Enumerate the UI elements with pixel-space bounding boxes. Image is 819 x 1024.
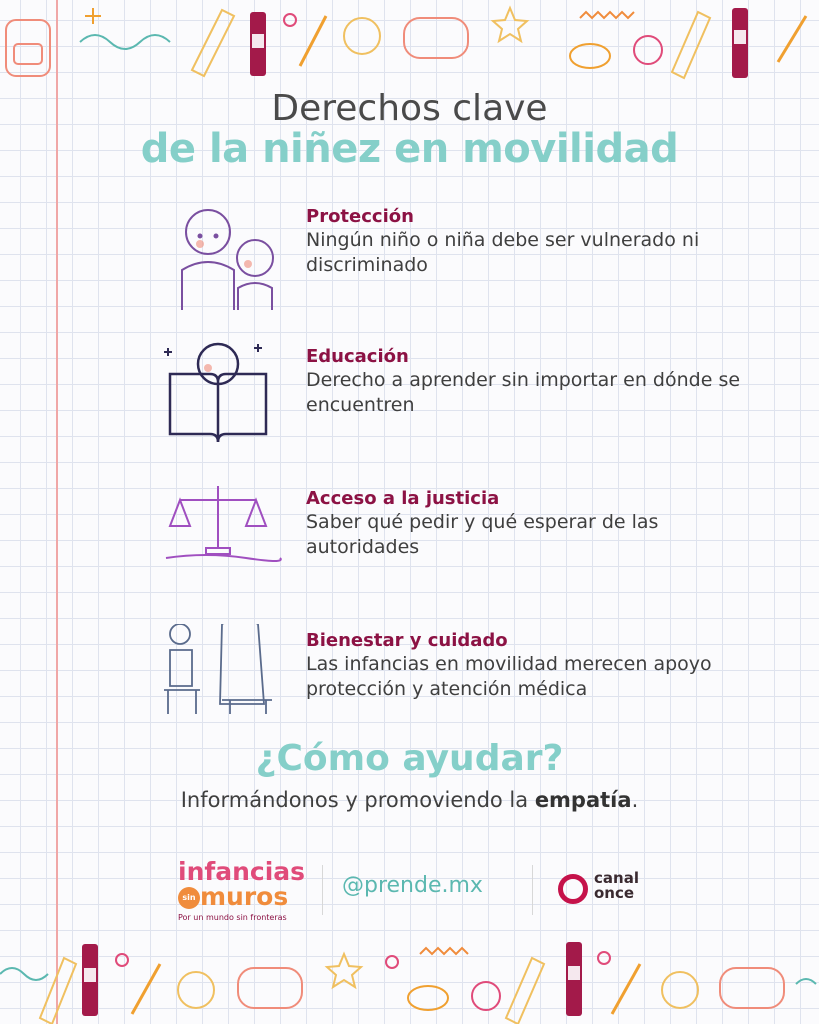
right-description: Ningún niño o niña debe ser vulnerado ni discriminado <box>306 229 700 276</box>
bottom-doodle-border <box>0 934 819 1024</box>
child-reading-book-icon <box>160 340 285 465</box>
logo-tagline: Por un mundo sin fronteras <box>178 913 287 922</box>
flower-icon <box>116 954 128 966</box>
pencil-icon <box>672 12 710 78</box>
once-word: once <box>594 884 635 902</box>
apple-icon <box>662 972 698 1008</box>
right-description: Saber qué pedir y qué esperar de las autoridades <box>306 511 659 558</box>
right-heading: Bienestar y cuidado <box>306 630 508 651</box>
right-item-bienestar <box>160 624 760 754</box>
apple-icon <box>344 18 380 54</box>
star-icon <box>493 8 527 41</box>
page-title-line-1: Derechos clave <box>271 88 548 129</box>
logo-divider <box>532 865 533 915</box>
pencil-icon <box>506 958 544 1024</box>
partner-logos <box>0 855 819 935</box>
cat-icon <box>720 968 784 1008</box>
logo-muros-word: muros <box>200 882 289 911</box>
zigzag-doodle-icon <box>580 12 634 18</box>
pencil-icon <box>40 958 76 1024</box>
flower-icon <box>284 14 296 26</box>
top-doodle-border <box>0 0 819 90</box>
right-heading: Educación <box>306 346 409 367</box>
help-text-emphasis: empatía <box>534 788 632 812</box>
doctor-with-child-icon <box>160 624 285 749</box>
aprende-mx-logo: @prende.mx <box>342 873 483 898</box>
crayon-icon <box>566 942 582 1016</box>
pencil-icon <box>192 10 234 76</box>
backpack-icon <box>6 20 50 76</box>
brush-icon <box>778 16 806 62</box>
canal-word: canal <box>594 869 639 887</box>
crayon-icon <box>732 8 748 78</box>
right-heading: Acceso a la justicia <box>306 488 500 509</box>
how-to-help-text <box>0 788 819 812</box>
wave-doodle-icon <box>80 35 170 49</box>
ball-icon <box>472 982 500 1010</box>
logo-sin-badge: sin <box>178 887 200 909</box>
star-icon <box>327 954 361 987</box>
zigzag-doodle-icon <box>420 948 468 954</box>
infancias-sin-muros-logo <box>178 859 310 922</box>
flower-icon <box>598 952 610 964</box>
logo-infancias-word: infancias <box>178 857 306 886</box>
page-title-line-2: de la niñez en movilidad <box>140 126 679 172</box>
right-description: Derecho a aprender sin importar en dónde se encuentren <box>306 369 741 416</box>
help-text-start: Informándonos y promoviendo la <box>180 788 535 812</box>
children-hugging-icon <box>160 200 285 325</box>
right-description: Las infancias en movilidad merecen apoyo protección y atención médica <box>306 653 712 700</box>
canal-once-words <box>594 871 639 901</box>
right-item-justicia <box>160 482 760 612</box>
canal-once-ring-icon <box>558 874 588 904</box>
brush-icon <box>132 964 160 1014</box>
apple-icon <box>178 972 214 1008</box>
right-item-educacion <box>160 340 760 470</box>
how-to-help-title: ¿Cómo ayudar? <box>255 738 564 779</box>
right-item-proteccion <box>160 200 760 330</box>
logo-divider <box>322 865 323 915</box>
wave-doodle-icon <box>796 979 816 984</box>
ball-icon <box>634 36 662 64</box>
help-text-end: . <box>631 788 639 812</box>
logo-muros-line <box>178 882 310 911</box>
cat-icon <box>238 968 302 1008</box>
cloud-icon <box>408 986 448 1010</box>
right-heading: Protección <box>306 206 414 227</box>
scales-of-justice-icon <box>160 482 285 607</box>
crayon-icon <box>82 944 98 1016</box>
cloud-icon <box>570 44 610 68</box>
brush-icon <box>300 16 326 66</box>
crayon-icon <box>250 12 266 76</box>
cat-icon <box>404 18 468 58</box>
wave-doodle-icon <box>0 968 48 980</box>
flower-icon <box>386 956 398 968</box>
star-icon <box>85 8 101 24</box>
brush-icon <box>612 964 640 1014</box>
